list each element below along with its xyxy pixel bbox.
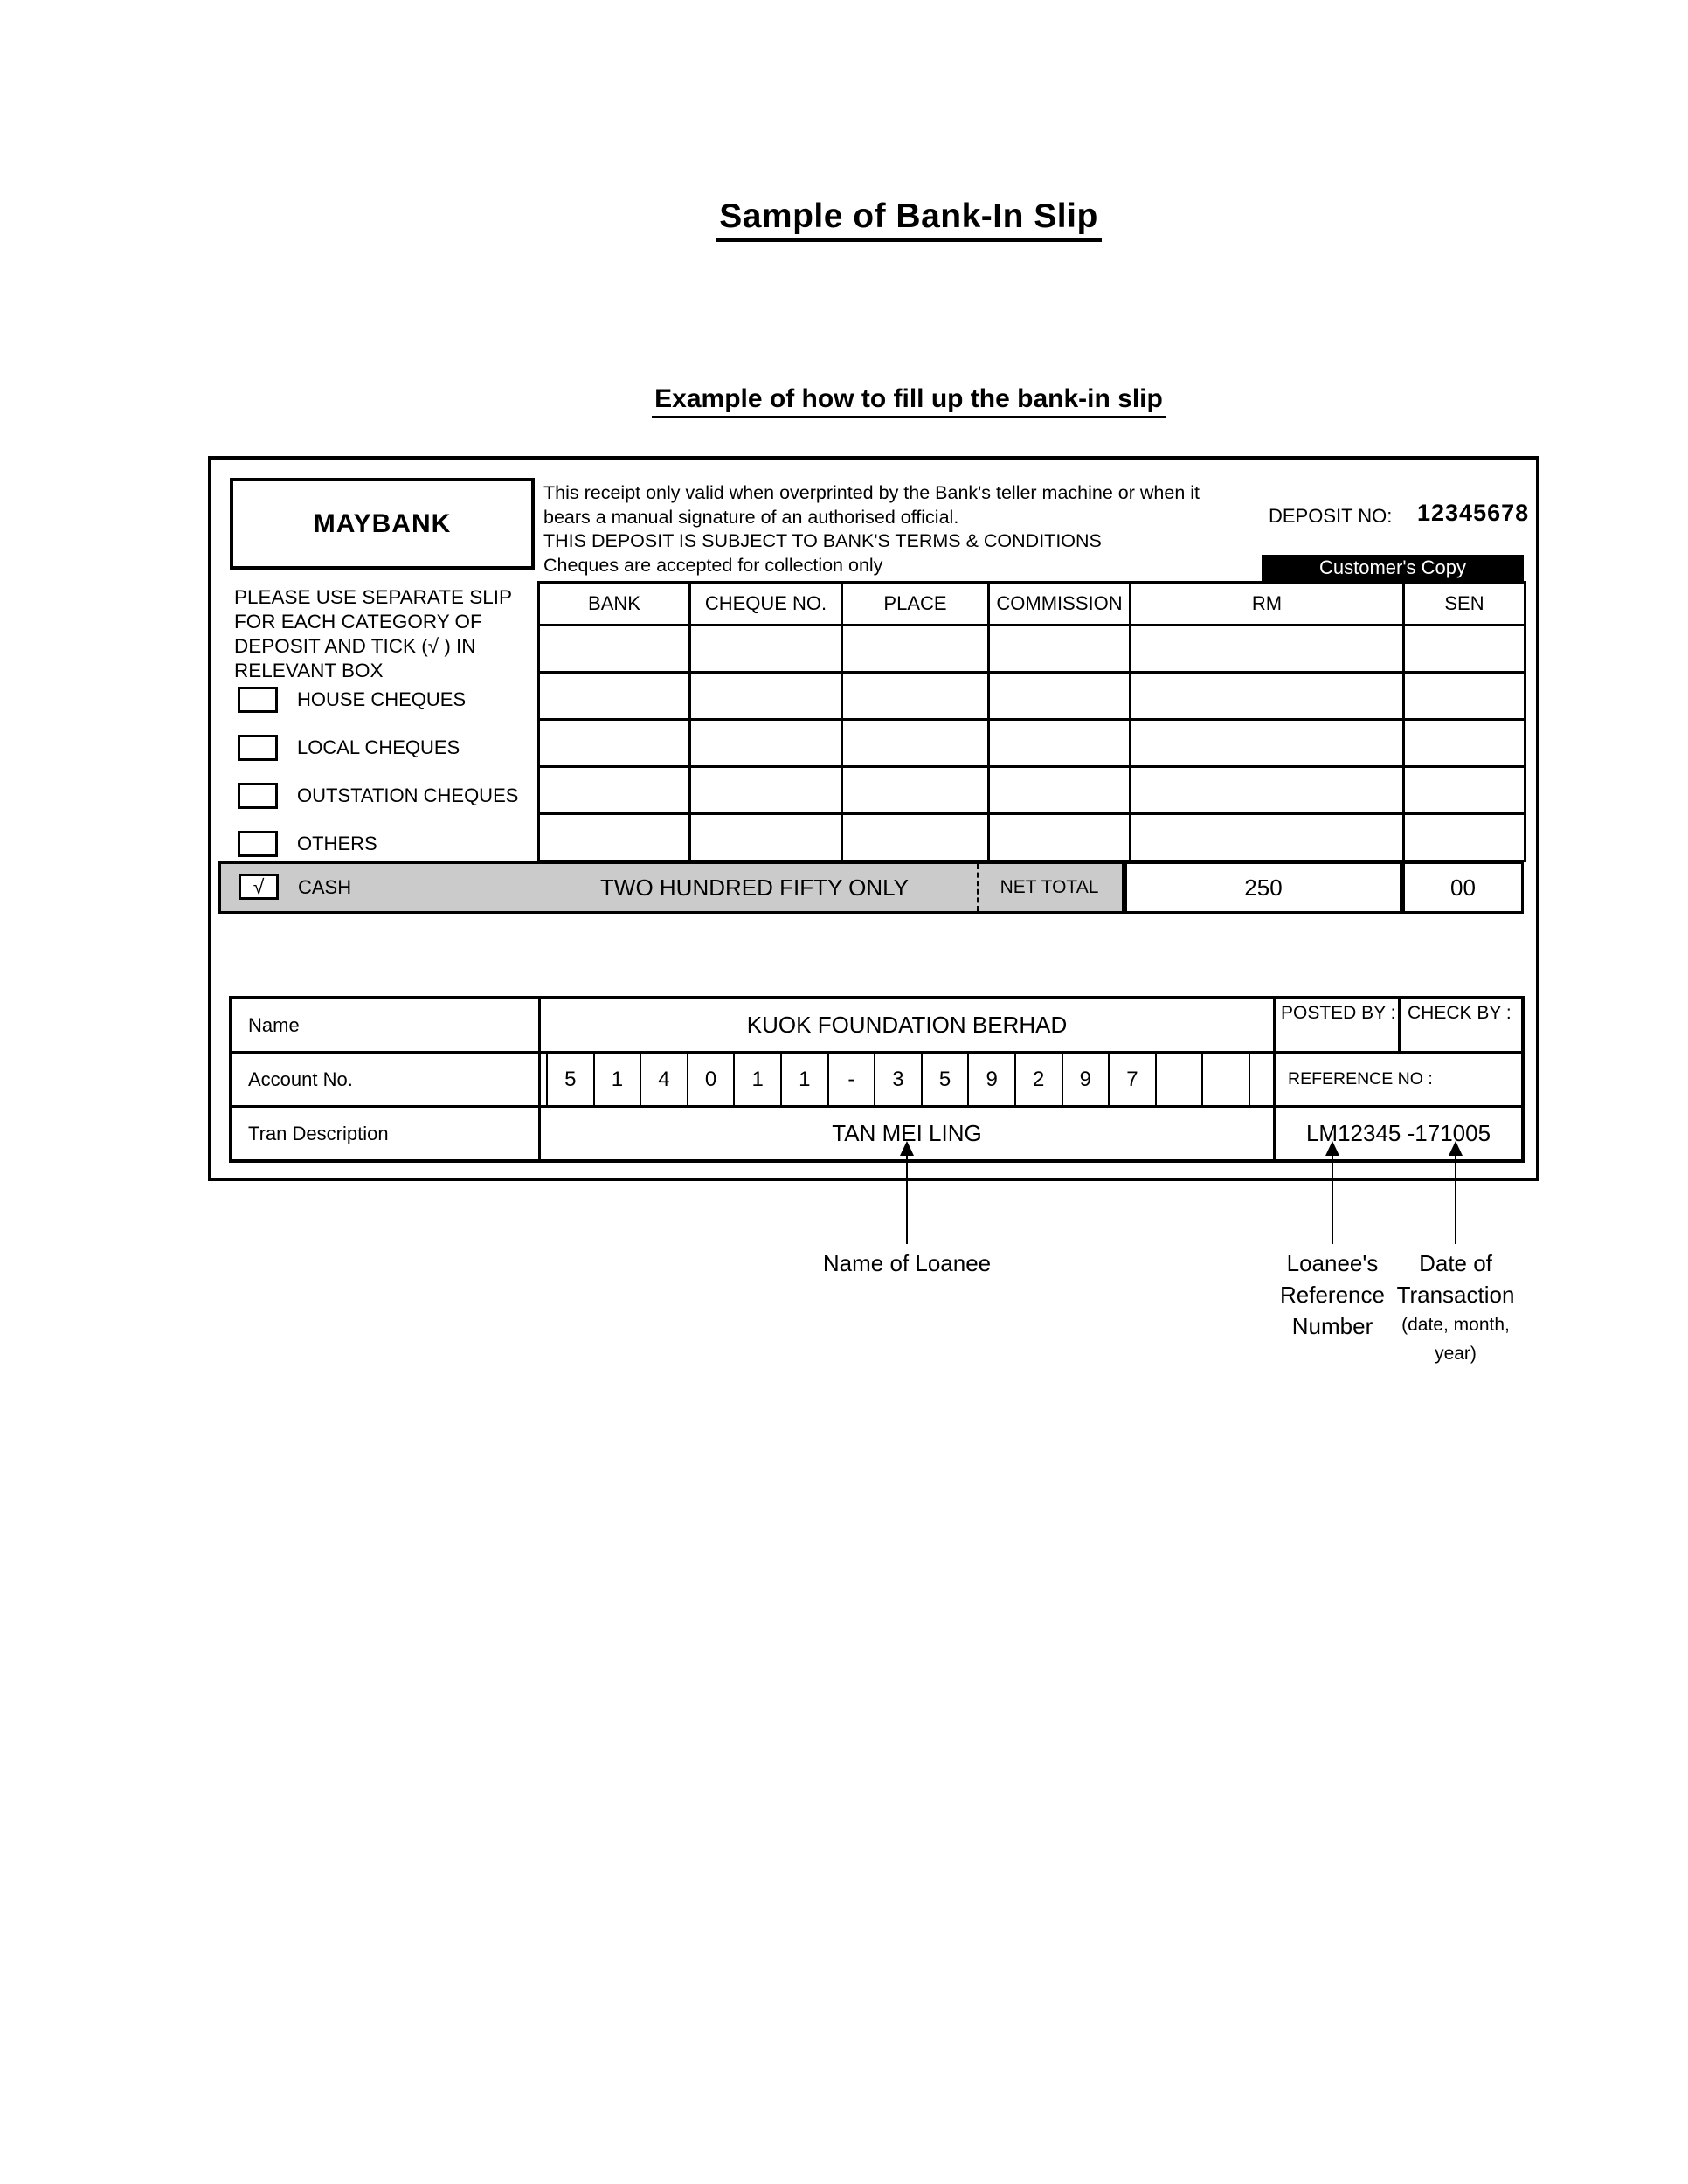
account-digit: 9 — [967, 1054, 1014, 1105]
notice-line: bears a manual signature of an authorised official. — [543, 506, 959, 528]
tick-mark: √ — [253, 875, 265, 898]
reference-no-value: LM12345 -171005 — [1273, 1108, 1521, 1159]
account-digit: 5 — [921, 1054, 968, 1105]
tran-description-label: Tran Description — [232, 1108, 541, 1159]
amount-in-words: TWO HUNDRED FIFTY ONLY — [600, 874, 909, 901]
receipt-notice — [543, 481, 1269, 577]
category-row-outstation-cheques — [238, 783, 518, 809]
annotation-line-text: Reference — [1280, 1282, 1385, 1308]
net-total-rm-value: 250 — [1124, 861, 1402, 914]
annotation-date-note — [1377, 1310, 1534, 1368]
account-details-box — [229, 996, 1525, 1163]
notice-line: THIS DEPOSIT IS SUBJECT TO BANK'S TERMS & CONDITIONS — [543, 530, 1102, 551]
category-label: OTHERS — [297, 833, 377, 854]
empty-table-row — [539, 625, 1525, 673]
page-subtitle: Example of how to fill up the bank-in slip — [652, 384, 1166, 418]
account-digit-separator: - — [827, 1054, 875, 1105]
posted-by-label: POSTED BY : — [1273, 999, 1398, 1051]
annotation-date-of-transaction — [1377, 1248, 1534, 1368]
annotation-line-text: year) — [1435, 1344, 1477, 1364]
notice-line: Cheques are accepted for collection only — [543, 554, 883, 576]
account-digit-empty — [1155, 1054, 1202, 1105]
col-header-commission: COMMISSION — [989, 583, 1131, 625]
local-cheques-checkbox — [238, 735, 278, 761]
instruction-line: RELEVANT BOX — [234, 660, 384, 681]
bank-name: MAYBANK — [313, 508, 452, 538]
account-digit: 9 — [1062, 1054, 1109, 1105]
account-digit: 3 — [874, 1054, 921, 1105]
instruction-line: DEPOSIT AND TICK (√ ) IN — [234, 635, 476, 657]
col-header-rm: RM — [1131, 583, 1404, 625]
category-row-others — [238, 831, 377, 857]
account-digit: 2 — [1014, 1054, 1062, 1105]
deposit-no-label: DEPOSIT NO: — [1269, 505, 1393, 527]
instruction-line: PLEASE USE SEPARATE SLIP — [234, 586, 513, 608]
arrow-up-icon — [900, 1141, 914, 1156]
empty-table-row — [539, 814, 1525, 861]
account-no-row — [232, 1051, 1521, 1108]
arrow-up-icon — [1449, 1141, 1463, 1156]
empty-table-row — [539, 720, 1525, 767]
empty-table-row — [539, 767, 1525, 814]
tran-description-value: TAN MEI LING — [832, 1120, 982, 1146]
name-label: Name — [232, 999, 541, 1051]
slip-instructions — [234, 585, 512, 683]
annotation-name-of-loanee: Name of Loanee — [822, 1250, 992, 1276]
empty-table-row — [539, 673, 1525, 720]
account-digit: 5 — [546, 1054, 593, 1105]
deposit-table-header-row — [539, 583, 1525, 625]
category-label-cash: CASH — [298, 876, 352, 898]
account-digit: 7 — [1108, 1054, 1155, 1105]
account-digit-empty — [1201, 1054, 1250, 1105]
col-header-cheque-no: CHEQUE NO. — [690, 583, 842, 625]
account-digit: 1 — [733, 1054, 780, 1105]
page-title: Sample of Bank-In Slip — [716, 197, 1102, 242]
annotation-line-text: Loanee's — [1286, 1250, 1379, 1276]
annotation-line — [1455, 1155, 1456, 1244]
account-digit: 0 — [687, 1054, 734, 1105]
bank-name-box — [230, 478, 535, 570]
name-value: KUOK FOUNDATION BERHAD — [746, 1012, 1068, 1038]
annotation-line — [1332, 1155, 1333, 1244]
net-total-label: NET TOTAL — [1000, 877, 1099, 897]
category-label: HOUSE CHEQUES — [297, 688, 467, 710]
name-row — [232, 999, 1521, 1051]
house-cheques-checkbox — [238, 687, 278, 713]
outstation-cheques-checkbox — [238, 783, 278, 809]
annotation-line-text: Number — [1291, 1313, 1373, 1339]
page-title-row — [243, 197, 1574, 242]
category-label: LOCAL CHEQUES — [297, 736, 460, 758]
cash-total-row — [218, 861, 1124, 914]
annotation-line-text: Date of — [1419, 1250, 1492, 1276]
deposit-table — [537, 581, 1526, 862]
arrow-up-icon — [1325, 1141, 1339, 1156]
account-no-label: Account No. — [232, 1054, 541, 1105]
deposit-no-value: 12345678 — [1417, 500, 1530, 526]
annotation-line-text: (date, month, — [1401, 1315, 1510, 1335]
account-digit: 4 — [640, 1054, 687, 1105]
category-label: OUTSTATION CHEQUES — [297, 784, 519, 806]
page-subtitle-row — [243, 384, 1574, 418]
account-digit: 1 — [593, 1054, 640, 1105]
customers-copy-bar: Customer's Copy — [1262, 555, 1524, 581]
col-header-sen: SEN — [1404, 583, 1525, 625]
others-checkbox — [238, 831, 278, 857]
category-row-house-cheques — [238, 687, 466, 713]
category-row-local-cheques — [238, 735, 460, 761]
account-digit-cells — [541, 1054, 1273, 1105]
col-header-bank: BANK — [539, 583, 690, 625]
net-total-sen-value: 00 — [1402, 861, 1524, 914]
instruction-line: FOR EACH CATEGORY OF — [234, 611, 482, 632]
notice-line: This receipt only valid when overprinted by the Bank's teller machine or when it — [543, 482, 1200, 503]
cash-checkbox-checked — [239, 874, 279, 900]
col-header-place: PLACE — [842, 583, 989, 625]
account-digit: 1 — [780, 1054, 827, 1105]
annotation-line-text: Transaction — [1396, 1282, 1515, 1308]
check-by-label: CHECK BY : — [1398, 999, 1521, 1051]
annotation-line — [906, 1155, 908, 1244]
reference-no-label: REFERENCE NO : — [1273, 1054, 1521, 1105]
